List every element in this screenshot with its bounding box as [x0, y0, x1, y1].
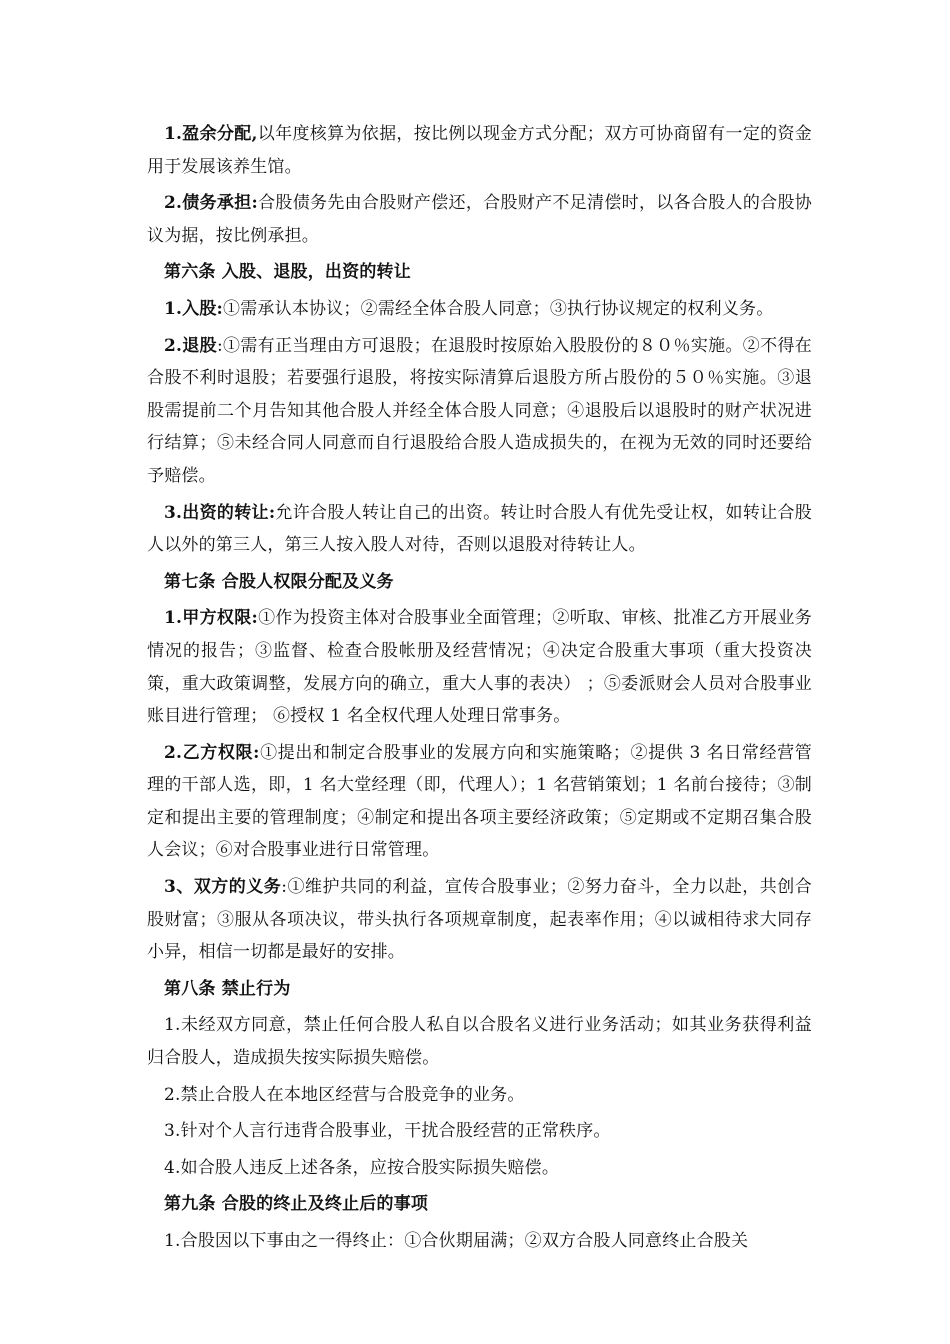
paragraph-surplus-distribution [147, 118, 812, 183]
paragraph-termination-1: 1.合股因以下事由之一得终止：①合伙期届满；②双方合股人同意终止合股关 [164, 1231, 749, 1251]
item-label: 2.退股 [164, 335, 217, 356]
paragraph-withdraw-shares [147, 330, 812, 493]
paragraph-party-a-rights [147, 602, 812, 732]
section-heading-article-8: 第八条 禁止行为 [164, 978, 291, 999]
paragraph-prohibition-3: 3.针对个人言行违背合股事业，干扰合股经营的正常秩序。 [164, 1121, 611, 1142]
item-text: ①需承认本协议；②需经全体合股人同意；③执行协议规定的权利义务。 [223, 298, 774, 319]
paragraph-join-shares [147, 293, 812, 326]
item-text: :①维护共同的利益，宣传合股事业；②努力奋斗，全力以赴，共创合股财富；③服从各项决议，带头执行各项规章制度，起表率作用；④以诚相待求大同存小异，相信一切都是最好的安排。 [147, 877, 812, 963]
item-text: ①作为投资主体对合股事业全面管理；②听取、审核、批准乙方开展业务情况的报告；③监督、检查合股帐册及经营情况；④决定合股重大事项（重大投资决策，重大政策调整，发展方向的确立，重大人事的表决） ；⑤委派财会人员对合股事业账目进行管理； ⑥授权 1 名全权代理人处理日常事务。 [147, 608, 812, 727]
item-text: 允许合股人转让自己的出资。转让时合股人有优先受让权，如转让合股人以外的第三人，第三人按入股人对待，否则以退股对待转让人。 [147, 502, 813, 556]
item-label: 2.债务承担: [164, 193, 258, 214]
item-label: 3.出资的转让: [164, 502, 276, 523]
paragraph-debt-bearing [147, 187, 812, 252]
paragraph-prohibition-4: 4.如合股人违反上述各条，应按合股实际损失赔偿。 [164, 1157, 560, 1178]
section-heading-article-6: 第六条 入股、退股，出资的转让 [164, 262, 411, 283]
item-label: 2.乙方权限: [164, 742, 260, 763]
item-label: 1.甲方权限: [164, 608, 258, 629]
paragraph-prohibition-2: 2.禁止合股人在本地区经营与合股竞争的业务。 [164, 1084, 525, 1105]
paragraph-mutual-obligations [147, 871, 812, 969]
item-label: 1.盈余分配, [164, 124, 258, 144]
item-text: 以年度核算为依据，按比例以现金方式分配；双方可协商留有一定的资金用于发展该养生馆。 [147, 124, 812, 177]
paragraph-party-b-rights [147, 737, 812, 867]
item-text: 合股债务先由合股财产偿还，合股财产不足清偿时，以各合股人的合股协议为据，按比例承担。 [147, 193, 812, 246]
item-label: 3、双方的义务 [164, 877, 282, 898]
paragraph-capital-transfer [147, 497, 812, 562]
item-label: 1.入股: [164, 298, 224, 319]
item-text: :①需有正当理由方可退股；在退股时按原始入股股份的８０％实施。②不得在合股不利时退股；若要强行退股，将按实际清算后退股方所占股份的５０％实施。③退股需提前二个月告知其他合股人并经全体合股人同意；④退股后以退股时的财产状况进行结算；⑤未经合同人同意而自行退股给合股人造成损失的，在视为无效的同时还要给予赔偿。 [147, 335, 812, 486]
paragraph-prohibition-1: 1.未经双方同意，禁止任何合股人私自以合股名义进行业务活动；如其业务获得利益归合股人，造成损失按实际损失赔偿。 [147, 1015, 812, 1069]
section-heading-article-7: 第七条 合股人权限分配及义务 [164, 571, 394, 592]
section-heading-article-9: 第九条 合股的终止及终止后的事项 [164, 1194, 429, 1215]
item-text: ①提出和制定合股事业的发展方向和实施策略；②提供 3 名日常经营管理的干部人选，即，1 名大堂经理（即，代理人）；1 名营销策划；1 名前台接待；③制定和提出主要的管理制度；④制定和提出各项主要经济政策；⑤定期或不定期召集合股人会议；⑥对合股事业进行日常管理。 [147, 742, 812, 861]
